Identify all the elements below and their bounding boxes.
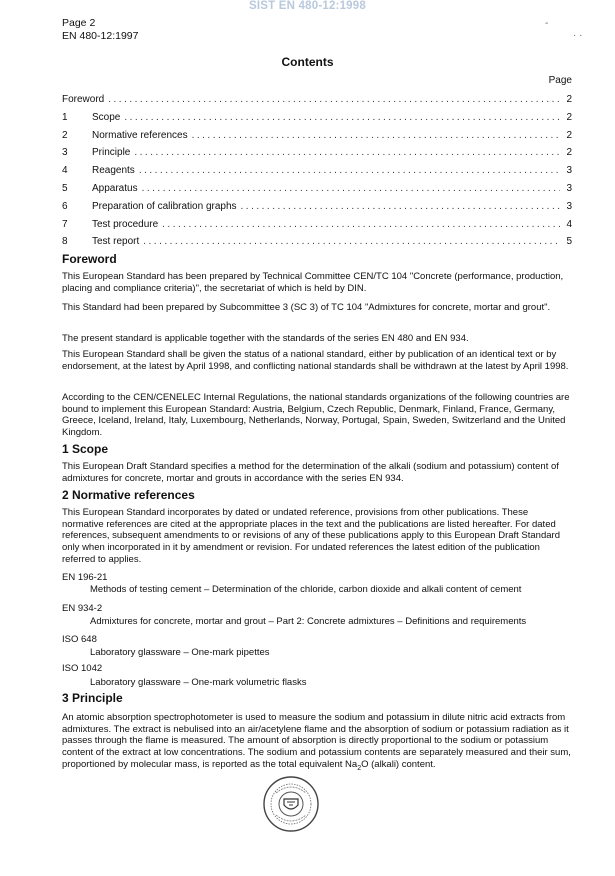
toc-entry-title: Preparation of calibration graphs <box>92 200 237 212</box>
reference-title: Admixtures for concrete, mortar and grout – Part 2: Concrete admixtures – Definitions and requirements <box>90 616 527 627</box>
header-standard: EN 480-12:1997 <box>62 30 139 42</box>
toc-entry-number: 7 <box>62 218 68 230</box>
reference-code: EN 934-2 <box>62 603 103 614</box>
toc-entry-title: Scope <box>92 111 121 123</box>
normative-references-heading: 2 Normative references <box>62 488 195 502</box>
toc-entry-number: 8 <box>62 236 68 248</box>
toc-entry-title: Test report <box>92 236 140 248</box>
toc-entry[interactable] <box>62 201 572 215</box>
foreword-paragraph: According to the CEN/CENELEC Internal Regulations, the national standards organizations of the following countries are bound to implement this European Standard: Austria, Belgium, Czech Republic, Denmark, Finland, France, Germany, Greece, Iceland, Ireland, Italy, Luxembourg, Netherlands, Norway, Portugal, Spain, Sweden, Switzerland and the United Kingdom. <box>62 392 570 439</box>
reference-title: Methods of testing cement – Determination of the chloride, carbon dioxide and alkali content of cement <box>90 584 522 595</box>
toc-entry-title: Test procedure <box>92 218 159 230</box>
foreword-heading: Foreword <box>62 252 117 266</box>
toc-entry-number: 6 <box>62 200 68 212</box>
toc-leader-dots <box>143 236 560 247</box>
toc-entry[interactable] <box>62 183 572 197</box>
toc-entry[interactable] <box>62 94 572 108</box>
normative-references-intro: This European Standard incorporates by dated or undated reference, provisions from other publications. These normative references are cited at the appropriate places in the text and the publications are listed hereafter. For dated references, subsequent amendments to or revisions of any of these publications apply to this European Draft Standard only when incorporated in it by amendment or revision. For undated references the latest edition of the publication referred to applies. <box>62 507 560 565</box>
toc-entry-page: 3 <box>566 183 572 194</box>
toc-entry-number: 2 <box>62 129 68 141</box>
toc-entry[interactable] <box>62 112 572 126</box>
toc-entry-page: 2 <box>566 111 572 123</box>
toc-entry-title: Principle <box>92 147 131 159</box>
header-page: Page 2 <box>62 17 96 29</box>
toc-entry-title: Reagents <box>92 165 135 177</box>
toc-leader-dots <box>124 112 560 123</box>
watermark: SIST EN 480-12:1998 <box>249 0 366 12</box>
toc-entry-title: Normative references <box>92 129 188 141</box>
toc-entry-page: 5 <box>566 236 572 248</box>
toc-entry-title: Foreword <box>62 94 105 105</box>
toc-entry-page: 4 <box>566 218 572 230</box>
principle-heading: 3 Principle <box>62 691 123 705</box>
principle-subscript: 2 <box>357 764 362 772</box>
toc-entry-number: 3 <box>62 147 68 159</box>
reference-title: Laboratory glassware – One-mark volumetric flasks <box>90 677 307 688</box>
toc-entry-title: Apparatus <box>92 183 138 194</box>
scope-heading: 1 Scope <box>62 442 109 456</box>
toc-entry[interactable] <box>62 236 572 250</box>
toc-entry-page: 3 <box>566 200 572 212</box>
contents-title: Contents <box>281 55 334 69</box>
toc-entry[interactable] <box>62 219 572 233</box>
toc-leader-dots <box>108 94 560 105</box>
contents-page-label: Page <box>548 75 572 86</box>
toc-leader-dots <box>241 201 560 212</box>
foreword-paragraph: This Standard had been prepared by Subcommittee 3 (SC 3) of TC 104 "Admixtures for concrete, mortar and grout". <box>62 302 551 313</box>
library-seal-stamp <box>262 775 320 833</box>
toc-entry-page: 2 <box>566 129 572 141</box>
toc-entry[interactable] <box>62 165 572 179</box>
toc-entry-page: 2 <box>566 94 572 105</box>
principle-text <box>62 712 572 774</box>
toc-entry[interactable] <box>62 130 572 144</box>
foreword-paragraph: This European Standard shall be given the status of a national standard, either by publication of an identical text or by endorsement, at the latest by April 1998, and conflicting national standards shall be withdrawn at the latest by April 1998. <box>62 349 569 372</box>
toc-leader-dots <box>142 183 560 194</box>
reference-title: Laboratory glassware – One-mark pipettes <box>90 647 270 658</box>
toc-entry[interactable] <box>62 147 572 161</box>
toc-entry-number: 4 <box>62 165 68 177</box>
toc-entry-page: 2 <box>566 147 572 159</box>
toc-entry-number: 1 <box>62 111 68 123</box>
reference-code: ISO 1042 <box>62 663 103 674</box>
toc-entry-number: 5 <box>62 183 68 194</box>
scan-mark: - <box>545 18 549 29</box>
toc-leader-dots <box>192 130 560 141</box>
foreword-paragraph: This European Standard has been prepared by Technical Committee CEN/TC 104 "Concrete (performance, production, placing and compliance criteria)", the secretariat of which is held by DIN. <box>62 271 564 294</box>
toc-leader-dots <box>134 147 560 158</box>
reference-code: ISO 648 <box>62 634 97 645</box>
scope-text: This European Draft Standard specifies a method for the determination of the alkali (sodium and potassium) content of admixtures for concrete, mortar and grouts in accordance with the series EN 934. <box>62 461 559 484</box>
scan-mark: · · <box>573 30 583 41</box>
toc-leader-dots <box>139 165 560 176</box>
toc-leader-dots <box>162 219 560 230</box>
principle-text-end: O (alkali) content. <box>361 758 436 770</box>
reference-code: EN 196-21 <box>62 572 108 583</box>
principle-text-main: An atomic absorption spectrophotometer is used to measure the sodium and potassium in dilute nitric acid extracts from admixtures. The extract is nebulised into an air/acetylene flame and the absorption of sodium or potassium radiation as it passes through the flame is measured. The amount of absorption is directly proportional to the sodium or potassium content of the extract at low concentrations. The sodium and potassium contents are separately measured and their sum, proportioned by molecular mass, is reported as the total equivalent Na <box>62 712 571 770</box>
foreword-paragraph: The present standard is applicable together with the standards of the series EN 480 and EN 934. <box>62 333 469 344</box>
toc-entry-page: 3 <box>566 165 572 177</box>
